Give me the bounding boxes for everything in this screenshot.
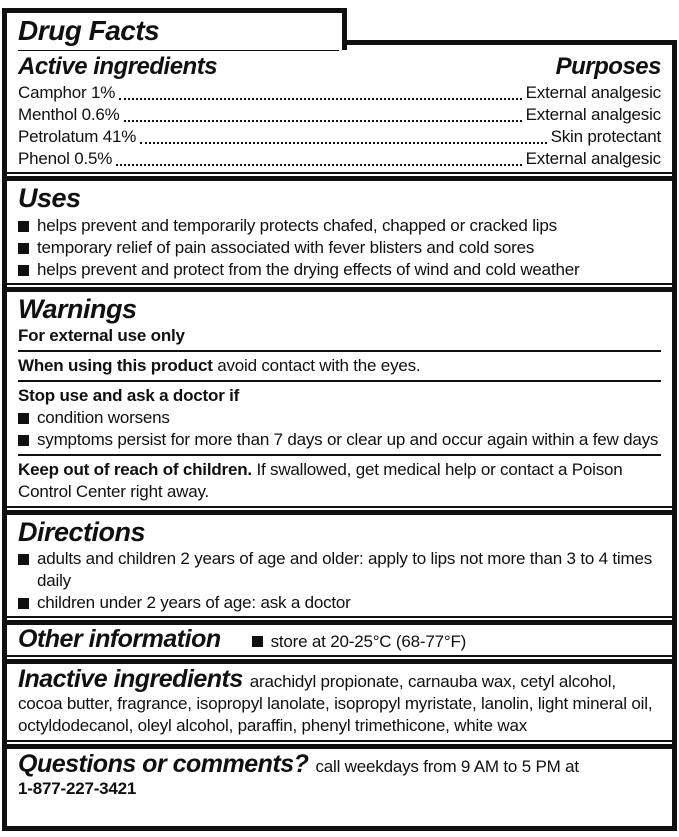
bullet-square-icon [18, 243, 29, 254]
drug-facts-title: Drug Facts [18, 15, 160, 46]
list-item-text: temporary relief of pain associated with fever blisters and cold sores [37, 237, 535, 257]
thin-rule [18, 380, 661, 382]
drug-facts-label [2, 15, 677, 831]
ingredient-purpose: Skin protectant [550, 127, 661, 147]
list-item [18, 592, 661, 614]
purposes-heading: Purposes [555, 53, 661, 80]
keep-out-text: If swallowed, get medical help or contact a Poison Control Center right away. [18, 460, 623, 502]
section-divider [7, 616, 672, 625]
ingredient-name: Petrolatum 41% [18, 127, 137, 147]
section-divider [7, 655, 672, 664]
storage-text: store at 20-25°C (68-77°F) [270, 632, 467, 652]
stop-use-subhead: Stop use and ask a doctor if [18, 386, 240, 406]
when-using-paragraph [18, 355, 661, 377]
section-inactive-ingredients [7, 664, 672, 740]
ingredient-name: Camphor 1% [18, 83, 116, 103]
section-other-information [7, 625, 672, 655]
phone-number: 1-877-227-3421 [18, 779, 137, 799]
list-item-text: condition worsens [37, 408, 170, 428]
ingredient-row [18, 148, 661, 170]
uses-heading: Uses [18, 183, 81, 214]
thin-rule [18, 454, 661, 456]
bullet-square-icon [18, 554, 29, 565]
stop-use-bullet-list [18, 407, 661, 451]
dot-leader [119, 98, 521, 100]
questions-paragraph [18, 752, 661, 800]
questions-heading: Questions or comments? [18, 750, 309, 779]
when-using-bold: When using this product [18, 356, 213, 376]
list-item [18, 237, 661, 259]
ingredient-purpose: External analgesic [525, 149, 661, 169]
bullet-square-icon [252, 636, 263, 647]
list-item [18, 548, 661, 592]
directions-bullet-list [18, 548, 661, 614]
when-using-text: avoid contact with the eyes. [217, 356, 421, 376]
thin-rule [18, 350, 661, 352]
dot-leader [124, 120, 522, 122]
section-divider [7, 283, 672, 292]
list-item-text: helps prevent and temporarily protects chafed, chapped or cracked lips [37, 215, 557, 235]
dot-leader [140, 142, 546, 144]
list-item [18, 259, 661, 281]
bullet-square-icon [18, 435, 29, 446]
ingredient-row [18, 126, 661, 148]
section-directions [7, 515, 672, 616]
list-item-text: children under 2 years of age: ask a doctor [37, 593, 351, 613]
ingredient-row [18, 82, 661, 104]
list-item [18, 429, 661, 451]
section-uses [7, 181, 672, 282]
list-item [18, 407, 661, 429]
other-information-line [18, 627, 661, 653]
keep-out-paragraph [18, 459, 661, 503]
list-item [18, 215, 661, 237]
section-divider [7, 506, 672, 515]
ingredient-name: Phenol 0.5% [18, 149, 113, 169]
directions-heading: Directions [18, 517, 146, 548]
list-item-text: symptoms persist for more than 7 days or clear up and occur again within a few days [37, 430, 659, 450]
active-ingredients-heading: Active ingredients [18, 53, 218, 80]
bullet-square-icon [18, 265, 29, 276]
questions-text: call weekdays from 9 AM to 5 PM at [315, 757, 579, 777]
drug-facts-title-tab [2, 8, 347, 50]
bullet-square-icon [18, 598, 29, 609]
external-use-subhead: For external use only [18, 326, 185, 346]
list-item-text: helps prevent and protect from the drying effects of wind and cold weather [37, 259, 580, 279]
ingredient-row [18, 104, 661, 126]
warnings-heading: Warnings [18, 293, 137, 324]
section-active-ingredients [7, 45, 672, 172]
ingredient-purpose: External analgesic [525, 105, 661, 125]
section-divider [7, 172, 672, 181]
active-ingredients-header [18, 54, 661, 80]
keep-out-bold: Keep out of reach of children. [18, 460, 252, 480]
section-questions [7, 749, 672, 803]
inactive-ingredients-text: arachidyl propionate, carnauba wax, cetyl alcohol, cocoa butter, fragrance, isopropyl lanolate, isopropyl myristate, lanolin, light mineral oil, octyldodecanol, oleyl alcohol, paraffin, phenyl trimethicone, white wax [18, 672, 653, 736]
inactive-ingredients-heading: Inactive ingredients [18, 665, 243, 694]
other-information-heading: Other information [18, 625, 221, 654]
ingredient-name: Menthol 0.6% [18, 105, 120, 125]
dot-leader [116, 164, 521, 166]
bullet-square-icon [18, 221, 29, 232]
section-divider [7, 740, 672, 749]
uses-bullet-list [18, 215, 661, 281]
ingredient-purpose: External analgesic [525, 83, 661, 103]
bullet-square-icon [18, 413, 29, 424]
section-warnings [7, 292, 672, 506]
label-body [7, 45, 672, 826]
inactive-ingredients-paragraph [18, 667, 661, 737]
list-item-text: adults and children 2 years of age and older: apply to lips not more than 3 to 4 times daily [37, 549, 653, 591]
